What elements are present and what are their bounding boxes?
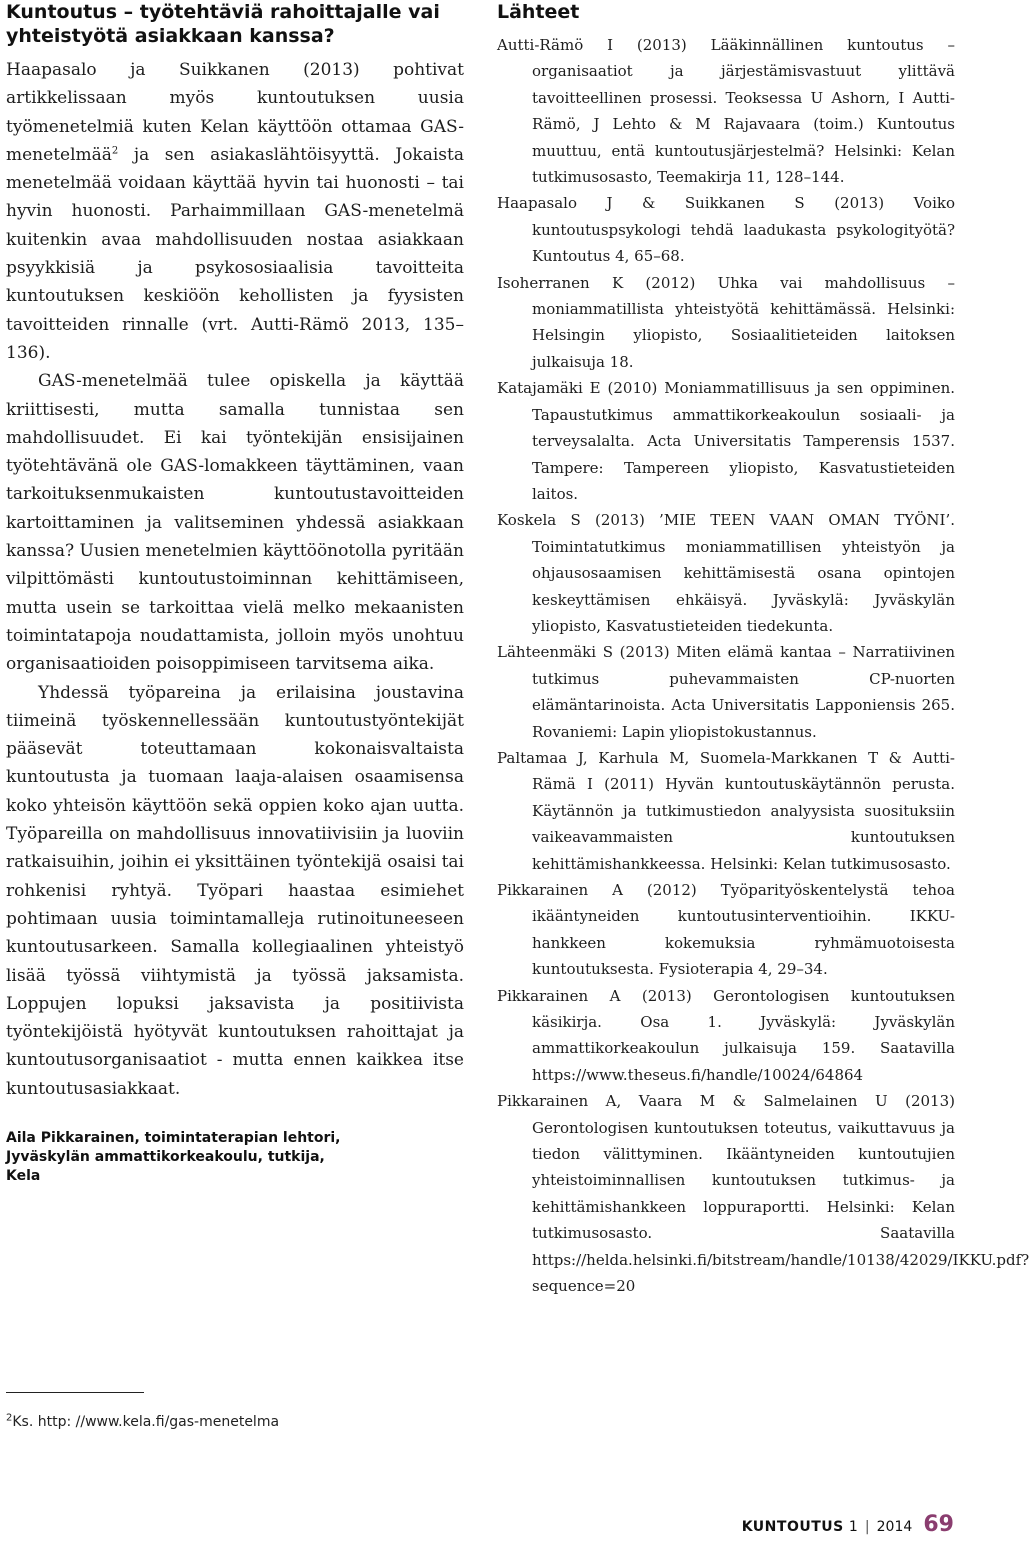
reference-item: Haapasalo J & Suikkanen S (2013) Voiko kuntoutuspsykologi tehdä laadukasta psykologityötä? Kuntoutus 4, 65–68.	[497, 194, 955, 266]
issue-number: 1	[848, 1519, 858, 1535]
references-column	[497, 0, 1029, 1300]
author-credit	[6, 1129, 464, 1186]
reference-item[interactable]: Pikkarainen A, Vaara M & Salmelainen U (2013) Gerontologisen kuntoutuksen toteutus, vaikuttavuus ja tiedon välittyminen. Ikääntyneiden kuntoutujien yhteistoiminnallisen kuntoutuksen tutkimus- ja kehittämishankkeen loppuraportti. Helsinki: Kelan tutkimusosasto. Saatavilla https://helda.helsinki.fi/bitstream/handle/10138/42029/IKKU.pdf?sequence=20	[497, 1092, 1029, 1296]
footnote-text[interactable]: Ks. http: //www.kela.fi/gas-menetelma	[12, 1414, 280, 1430]
reference-item: Katajamäki E (2010) Moniammatillisuus ja sen oppiminen. Tapaustutkimus ammattikorkeakoulun sosiaali- ja terveysalalta. Acta Universitatis Tamperensis 1537. Tampere: Tampereen yliopisto, Kasvatustieteiden laitos.	[497, 379, 955, 503]
issue-year: 2014	[876, 1519, 913, 1535]
paragraph-3: Yhdessä työpareina ja erilaisina joustavina tiimeinä työskennellessään kuntoutustyöntekijät pääsevät toteuttamaan kokonaisvaltaista kuntoutusta ja tuomaan laaja-alaisen osaamisensa koko yhteisön käyttöön sekä oppien koko ajan uutta. Työpareilla on mahdollisuus innovatiivisiin ja luoviin ratkaisuihin, joihin ei yksittäinen työntekijä osaisi tai rohkenisi ryhtyä. Työpari haastaa esimiehet pohtimaan uusia toimintamalleja rutinoituneeseen kuntoutusarkeen. Samalla kollegiaalinen yhteistyö lisää työssä viihtymistä ja työssä jaksamista. Loppujen lopuksi jaksavista ja positiivista työntekijöistä hyötyvät kuntoutuksen rahoittajat ja kuntoutusorganisaatiot - mutta ennen kaikkea itse kuntoutusasiakkaat.	[6, 682, 464, 1099]
footnote	[6, 1414, 279, 1430]
footer-separator: |	[864, 1519, 870, 1535]
paragraph-1	[6, 56, 464, 367]
reference-item: Autti-Rämö I (2013) Lääkinnällinen kuntoutus – organisaatiot ja järjestämisvastuut ylittävä tavoitteellinen prosessi. Teoksessa U Ashorn, I Autti-Rämö, J Lehto & M Rajavaara (toim.) Kuntoutus muuttuu, entä kuntoutusjärjestelmä? Helsinki: Kelan tutkimusosasto, Teemakirja 11, 128–144.	[497, 36, 955, 187]
footnote-number: 2	[6, 1412, 13, 1424]
reference-item: Lähteenmäki S (2013) Miten elämä kantaa – Narratiivinen tutkimus puhevammaisten CP-nuorten elämäntarinoista. Acta Universitatis Lapponiensis 265. Rovaniemi: Lapin yliopistokustannus.	[497, 643, 955, 741]
page-number: 69	[923, 1512, 954, 1537]
references-heading: Lähteet	[497, 1, 580, 23]
author-line: Aila Pikkarainen, toimintaterapian lehtori,	[6, 1129, 341, 1146]
reference-list	[497, 32, 1029, 1300]
paragraph-2: GAS-menetelmää tulee opiskella ja käyttää kriittisesti, mutta samalla tunnistaa sen mahdollisuudet. Ei kai työntekijän ensisijainen työtehtävänä ole GAS-lomakkeen täyttäminen, vaan tarkoituksenmukaisten kuntoutustavoitteiden kartoittaminen ja valitseminen yhdessä asiakkaan kanssa? Uusien menetelmien käyttöönotolla pyritään vilpittömästi kuntoutustoiminnan kehittämiseen, mutta usein se tarkoittaa vielä melko mekaanisten toimintatapoja noudattamista, jolloin myös unohtuu organisaatioiden poisoppimiseen tarvitsema aika.	[6, 371, 464, 675]
author-line: Kela	[6, 1167, 41, 1184]
reference-item: Pikkarainen A (2012) Työparityöskentelystä tehoa ikääntyneiden kuntoutusinterventioihin. IKKU-hankkeen kokemuksia ryhmämuotoisesta kuntoutuksesta. Fysioterapia 4, 29–34.	[497, 881, 955, 979]
author-line: Jyväskylän ammattikorkeakoulu, tutkija,	[6, 1148, 325, 1165]
reference-item[interactable]: Pikkarainen A (2013) Gerontologisen kuntoutuksen käsikirja. Osa 1. Jyväskylä: Jyväskylän ammattikorkeakoulun julkaisuja 159. Saatavilla https://www.theseus.fi/handle/10024/64864	[497, 986, 955, 1084]
reference-item: Isoherranen K (2012) Uhka vai mahdollisuus – moniammatillista yhteistyötä kehittämässä. Helsinki: Helsingin yliopisto, Sosiaalitieteiden laitoksen julkaisuja 18.	[497, 273, 955, 371]
reference-item: Koskela S (2013) ’MIE TEEN VAAN OMAN TYÖNI’. Toimintatutkimus moniammatillisen yhteistyön ja ohjausosaamisen kehittämisestä osana opintojen keskeyttämisen ehkäisyä. Jyväskylä: Jyväskylän yliopisto, Kasvatustieteiden tiedekunta.	[497, 511, 955, 635]
paragraph-1-end: ja sen asiakaslähtöisyyttä. Jokaista menetelmää voidaan käyttää hyvin tai huonosti – tai hyvin huonosti. Parhaimmillaan GAS-menetelmä kuitenkin avaa mahdollisuuden nostaa asiakkaan psyykkisiä ja psykososiaalisia tavoitteita kuntoutuksen keskiöön kehollisten ja fyysisten tavoitteiden rinnalle (vrt. Autti-Rämö 2013, 135–136).	[6, 144, 464, 363]
footnote-marker[interactable]: 2	[111, 145, 119, 157]
section-heading: Kuntoutus – työtehtäviä rahoittajalle vai yhteistyötä asiakkaan kanssa?	[6, 1, 440, 47]
journal-name: KUNTOUTUS	[741, 1519, 844, 1535]
footnote-divider	[6, 1392, 144, 1393]
reference-item: Paltamaa J, Karhula M, Suomela-Markkanen T & Autti-Rämä I (2011) Hyvän kuntoutuskäytännön perusta. Käytännön ja tutkimustiedon analyysista suosituksiin vaikeavammaisten kuntoutuksen kehittämishankkeessa. Helsinki: Kelan tutkimusosasto.	[497, 748, 955, 873]
page-footer	[742, 1512, 954, 1537]
paragraph-1-start: Haapasalo ja Suikkanen (2013) pohtivat artikkelissaan myös kuntoutuksen uusia työmenetelmiä kuten Kelan käyttöön ottamaa GAS-menetelmää	[6, 60, 464, 165]
article-column	[6, 0, 464, 1186]
